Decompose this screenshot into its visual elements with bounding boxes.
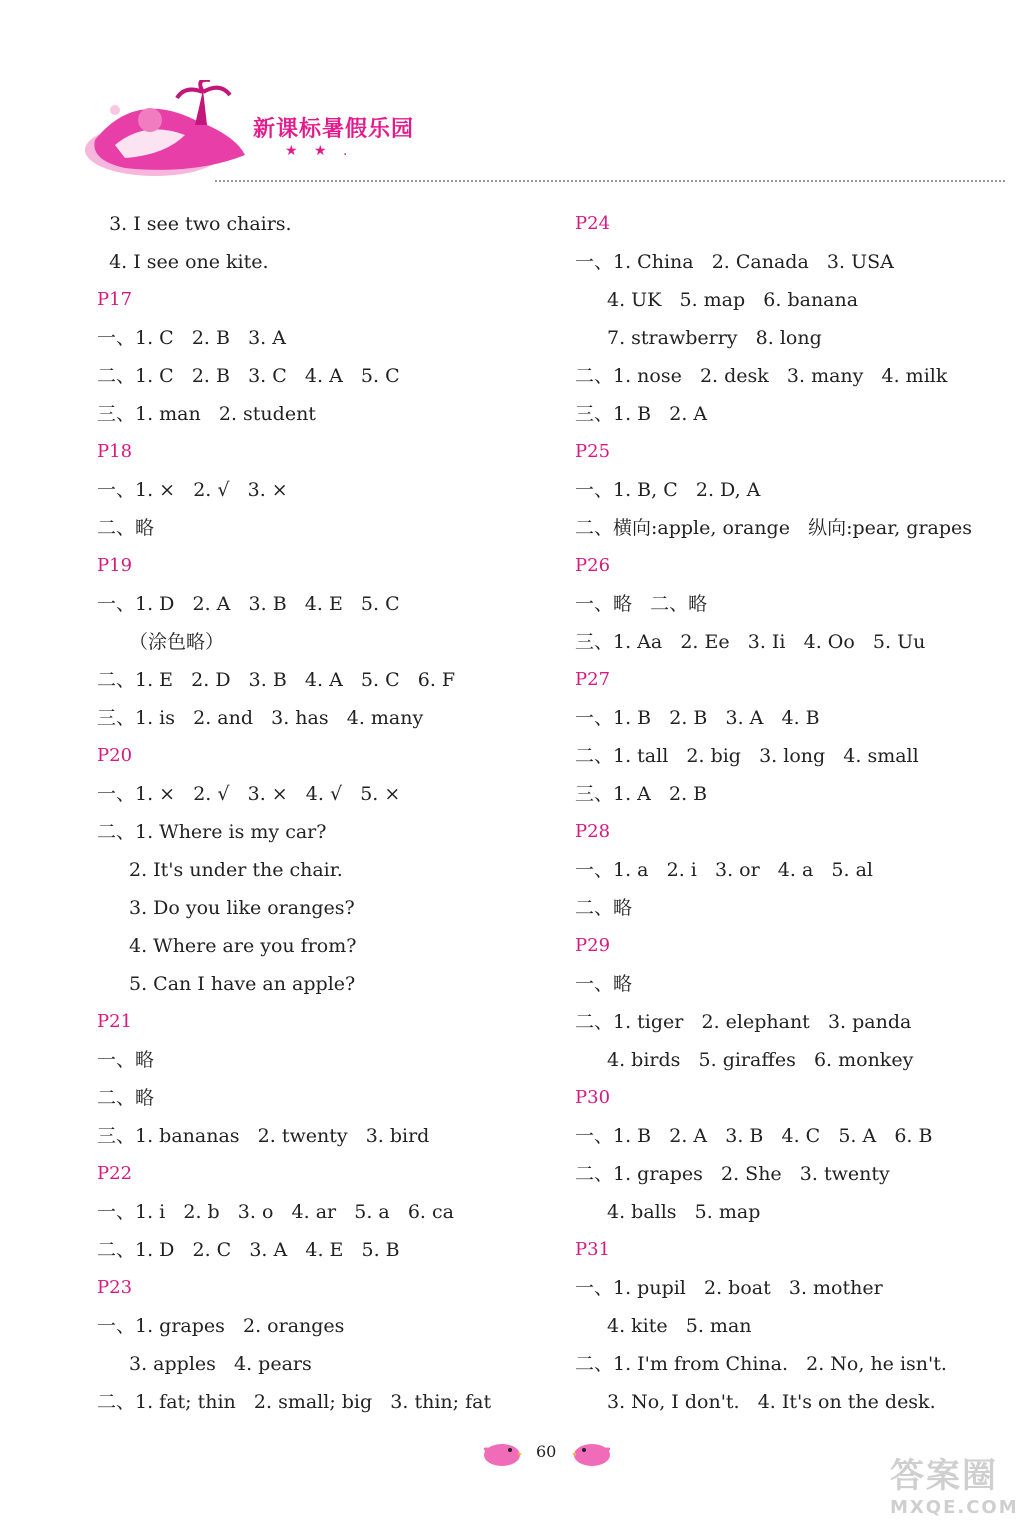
answer-line: 三、1. A 2. B (575, 783, 708, 805)
page-ref-heading: P27 (575, 669, 611, 690)
answer-line: 4. balls 5. map (607, 1201, 761, 1223)
answer-line: 三、1. B 2. A (575, 403, 708, 425)
page-ref-heading: P31 (575, 1239, 611, 1260)
answer-line: 二、1. tiger 2. elephant 3. panda (575, 1011, 912, 1033)
page-ref-heading: P30 (575, 1087, 611, 1108)
bird-right-icon (572, 1438, 614, 1468)
answer-line: 一、略 二、略 (575, 593, 708, 615)
answer-column-right (575, 205, 1015, 1421)
answer-line: 5. Can I have an apple? (129, 973, 356, 995)
answer-line: 一、1. grapes 2. oranges (97, 1315, 345, 1337)
answer-line: 二、1. grapes 2. She 3. twenty (575, 1163, 890, 1185)
answer-line: 一、略 (97, 1049, 155, 1071)
page-ref-heading: P20 (97, 745, 133, 766)
answer-line: 3. No, I don't. 4. It's on the desk. (607, 1391, 936, 1413)
page-ref-heading: P19 (97, 555, 133, 576)
answer-line: 二、1. Where is my car? (97, 821, 327, 843)
answer-line: 三、1. is 2. and 3. has 4. many (97, 707, 424, 729)
page-header (85, 80, 1005, 190)
answer-line: 一、1. × 2. √ 3. × 4. √ 5. × (97, 783, 401, 805)
answer-line: 一、1. i 2. b 3. o 4. ar 5. a 6. ca (97, 1201, 454, 1223)
answer-line: 4. Where are you from? (129, 935, 357, 957)
page-ref-heading: P18 (97, 441, 133, 462)
answer-line: 一、1. a 2. i 3. or 4. a 5. al (575, 859, 873, 881)
series-title: 新课标暑假乐园 (253, 117, 415, 142)
watermark (890, 1448, 1020, 1528)
answer-line: （涂色略） (129, 631, 225, 653)
answer-line: 一、1. × 2. √ 3. × (97, 479, 288, 501)
answer-line: 二、1. E 2. D 3. B 4. A 5. C 6. F (97, 669, 456, 691)
answer-line: 二、1. fat; thin 2. small; big 3. thin; fat (97, 1391, 492, 1413)
answer-line: 三、1. Aa 2. Ee 3. Ii 4. Oo 5. Uu (575, 631, 926, 653)
answer-line: 一、1. China 2. Canada 3. USA (575, 251, 894, 273)
answer-line: 4. birds 5. giraffes 6. monkey (607, 1049, 914, 1071)
decorative-stars: ★ ★ . (285, 143, 354, 159)
page-ref-heading: P28 (575, 821, 611, 842)
answer-line: 一、1. B, C 2. D, A (575, 479, 761, 501)
page-ref-heading: P21 (97, 1011, 133, 1032)
answer-column-left (97, 205, 537, 1421)
answer-line: 一、1. pupil 2. boat 3. mother (575, 1277, 883, 1299)
answer-line: 二、略 (575, 897, 633, 919)
page-number: 60 (536, 1442, 557, 1461)
watermark-url: MXQE.COM (890, 1497, 1019, 1518)
answer-line: 3. I see two chairs. (97, 213, 292, 235)
answer-line: 7. strawberry 8. long (607, 327, 822, 349)
answer-line: 2. It's under the chair. (129, 859, 343, 881)
answer-line: 一、1. C 2. B 3. A (97, 327, 286, 349)
answer-line: 一、1. D 2. A 3. B 4. E 5. C (97, 593, 400, 615)
answer-line: 4. UK 5. map 6. banana (607, 289, 859, 311)
answer-line: 二、1. nose 2. desk 3. many 4. milk (575, 365, 948, 387)
page-ref-heading: P22 (97, 1163, 133, 1184)
page-ref-heading: P23 (97, 1277, 133, 1298)
bird-left-icon (480, 1438, 522, 1468)
answer-line: 4. I see one kite. (97, 251, 269, 273)
answer-line: 二、1. tall 2. big 3. long 4. small (575, 745, 919, 767)
answer-line: 三、1. man 2. student (97, 403, 316, 425)
answer-line: 一、1. B 2. B 3. A 4. B (575, 707, 820, 729)
page-ref-heading: P24 (575, 213, 611, 234)
answer-line: 三、1. bananas 2. twenty 3. bird (97, 1125, 430, 1147)
answer-line: 3. apples 4. pears (129, 1353, 312, 1375)
page-ref-heading: P29 (575, 935, 611, 956)
answer-line: 一、1. B 2. A 3. B 4. C 5. A 6. B (575, 1125, 933, 1147)
page-ref-heading: P25 (575, 441, 611, 462)
header-divider (215, 180, 1005, 182)
page-ref-heading: P26 (575, 555, 611, 576)
page-ref-heading: P17 (97, 289, 133, 310)
summer-island-logo-icon (85, 80, 255, 180)
answer-line: 二、横向:apple, orange 纵向:pear, grapes (575, 517, 973, 539)
answer-line: 3. Do you like oranges? (129, 897, 355, 919)
answer-line: 一、略 (575, 973, 633, 995)
answer-line: 4. kite 5. man (607, 1315, 752, 1337)
answer-line: 二、1. D 2. C 3. A 4. E 5. B (97, 1239, 400, 1261)
page-footer (480, 1428, 630, 1478)
answer-line: 二、1. I'm from China. 2. No, he isn't. (575, 1353, 947, 1375)
answer-line: 二、略 (97, 517, 155, 539)
watermark-logo-text: 答案圈 (890, 1456, 998, 1496)
answer-line: 二、略 (97, 1087, 155, 1109)
answer-line: 二、1. C 2. B 3. C 4. A 5. C (97, 365, 400, 387)
